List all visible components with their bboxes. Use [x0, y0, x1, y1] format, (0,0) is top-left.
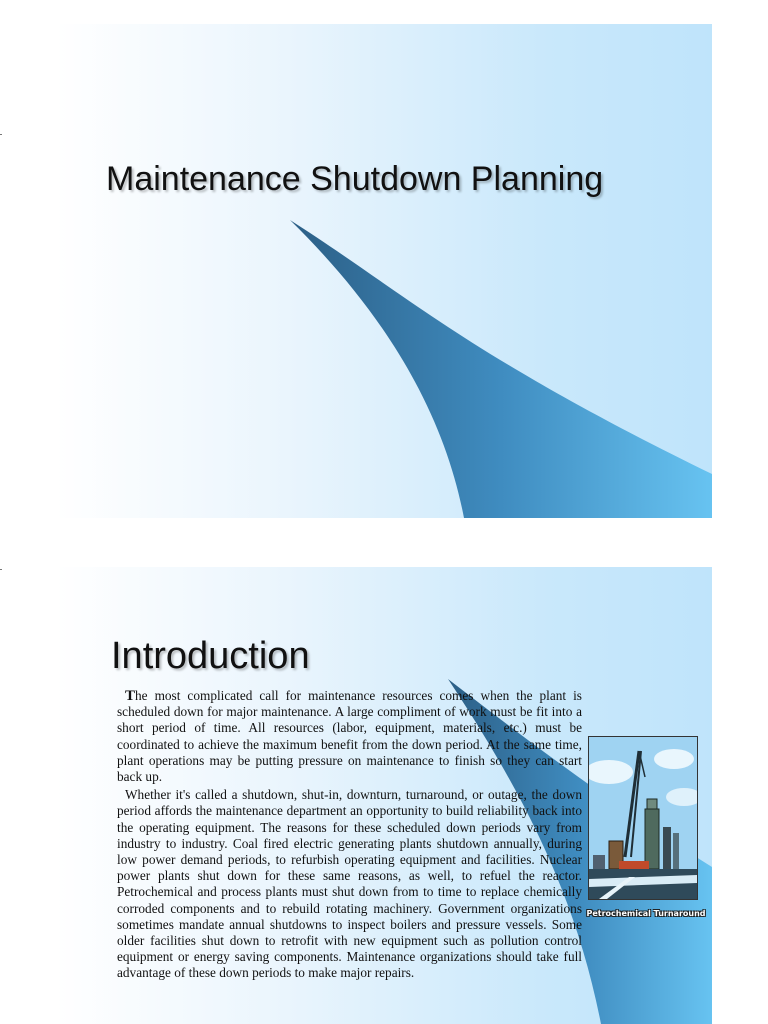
margin-mark — [0, 134, 2, 135]
slide-title: Maintenance Shutdown Planning — [106, 160, 604, 198]
swoosh-decoration — [56, 24, 712, 518]
paragraph-text: he most complicated call for maintenance resources comes when the plant is scheduled down for major maintenance. A large compliment of work must be fit into a short period of time. All resources (labor, equipment, materials, etc.) must be coordinated to achieve the maximum benefit from the down period. At the same time, plant operations may be putting pressure on maintenance to finish so they can start back up. — [117, 688, 582, 785]
introduction-slide — [56, 567, 712, 1024]
petrochemical-turnaround-illustration — [588, 736, 698, 900]
drop-cap: T — [125, 688, 136, 704]
paragraph: Whether it's called a shutdown, shut-in, downturn, turnaround, or outage, the down period affords the maintenance department an opportunity to build reliability back into the operating equipment. The reasons for these scheduled down periods vary from industry to industry. Coal fired electric generating plants shutdown annually, during low power demand periods, to refurbish operating equipment and facilities. Nuclear power plants shut down for these same reasons, as well, to refuel the reactor. Petrochemical and process plants must shut down from to time to replace chemically corroded components and to rebuild rotating machinery. Government organizations sometimes mandate annual shutdowns to inspect boilers and pressure vessels. Some older facilities shut down to retrofit with new equipment such as pollution control equipment or energy saving components. Maintenance organizations should take full advantage of these down periods to make major repairs. — [117, 787, 582, 981]
body-text — [117, 688, 582, 984]
slide-title: Introduction — [111, 635, 310, 677]
paragraph — [117, 688, 582, 785]
title-slide — [56, 24, 712, 518]
margin-mark — [0, 569, 2, 570]
image-caption: Petrochemical Turnaround — [586, 909, 706, 918]
